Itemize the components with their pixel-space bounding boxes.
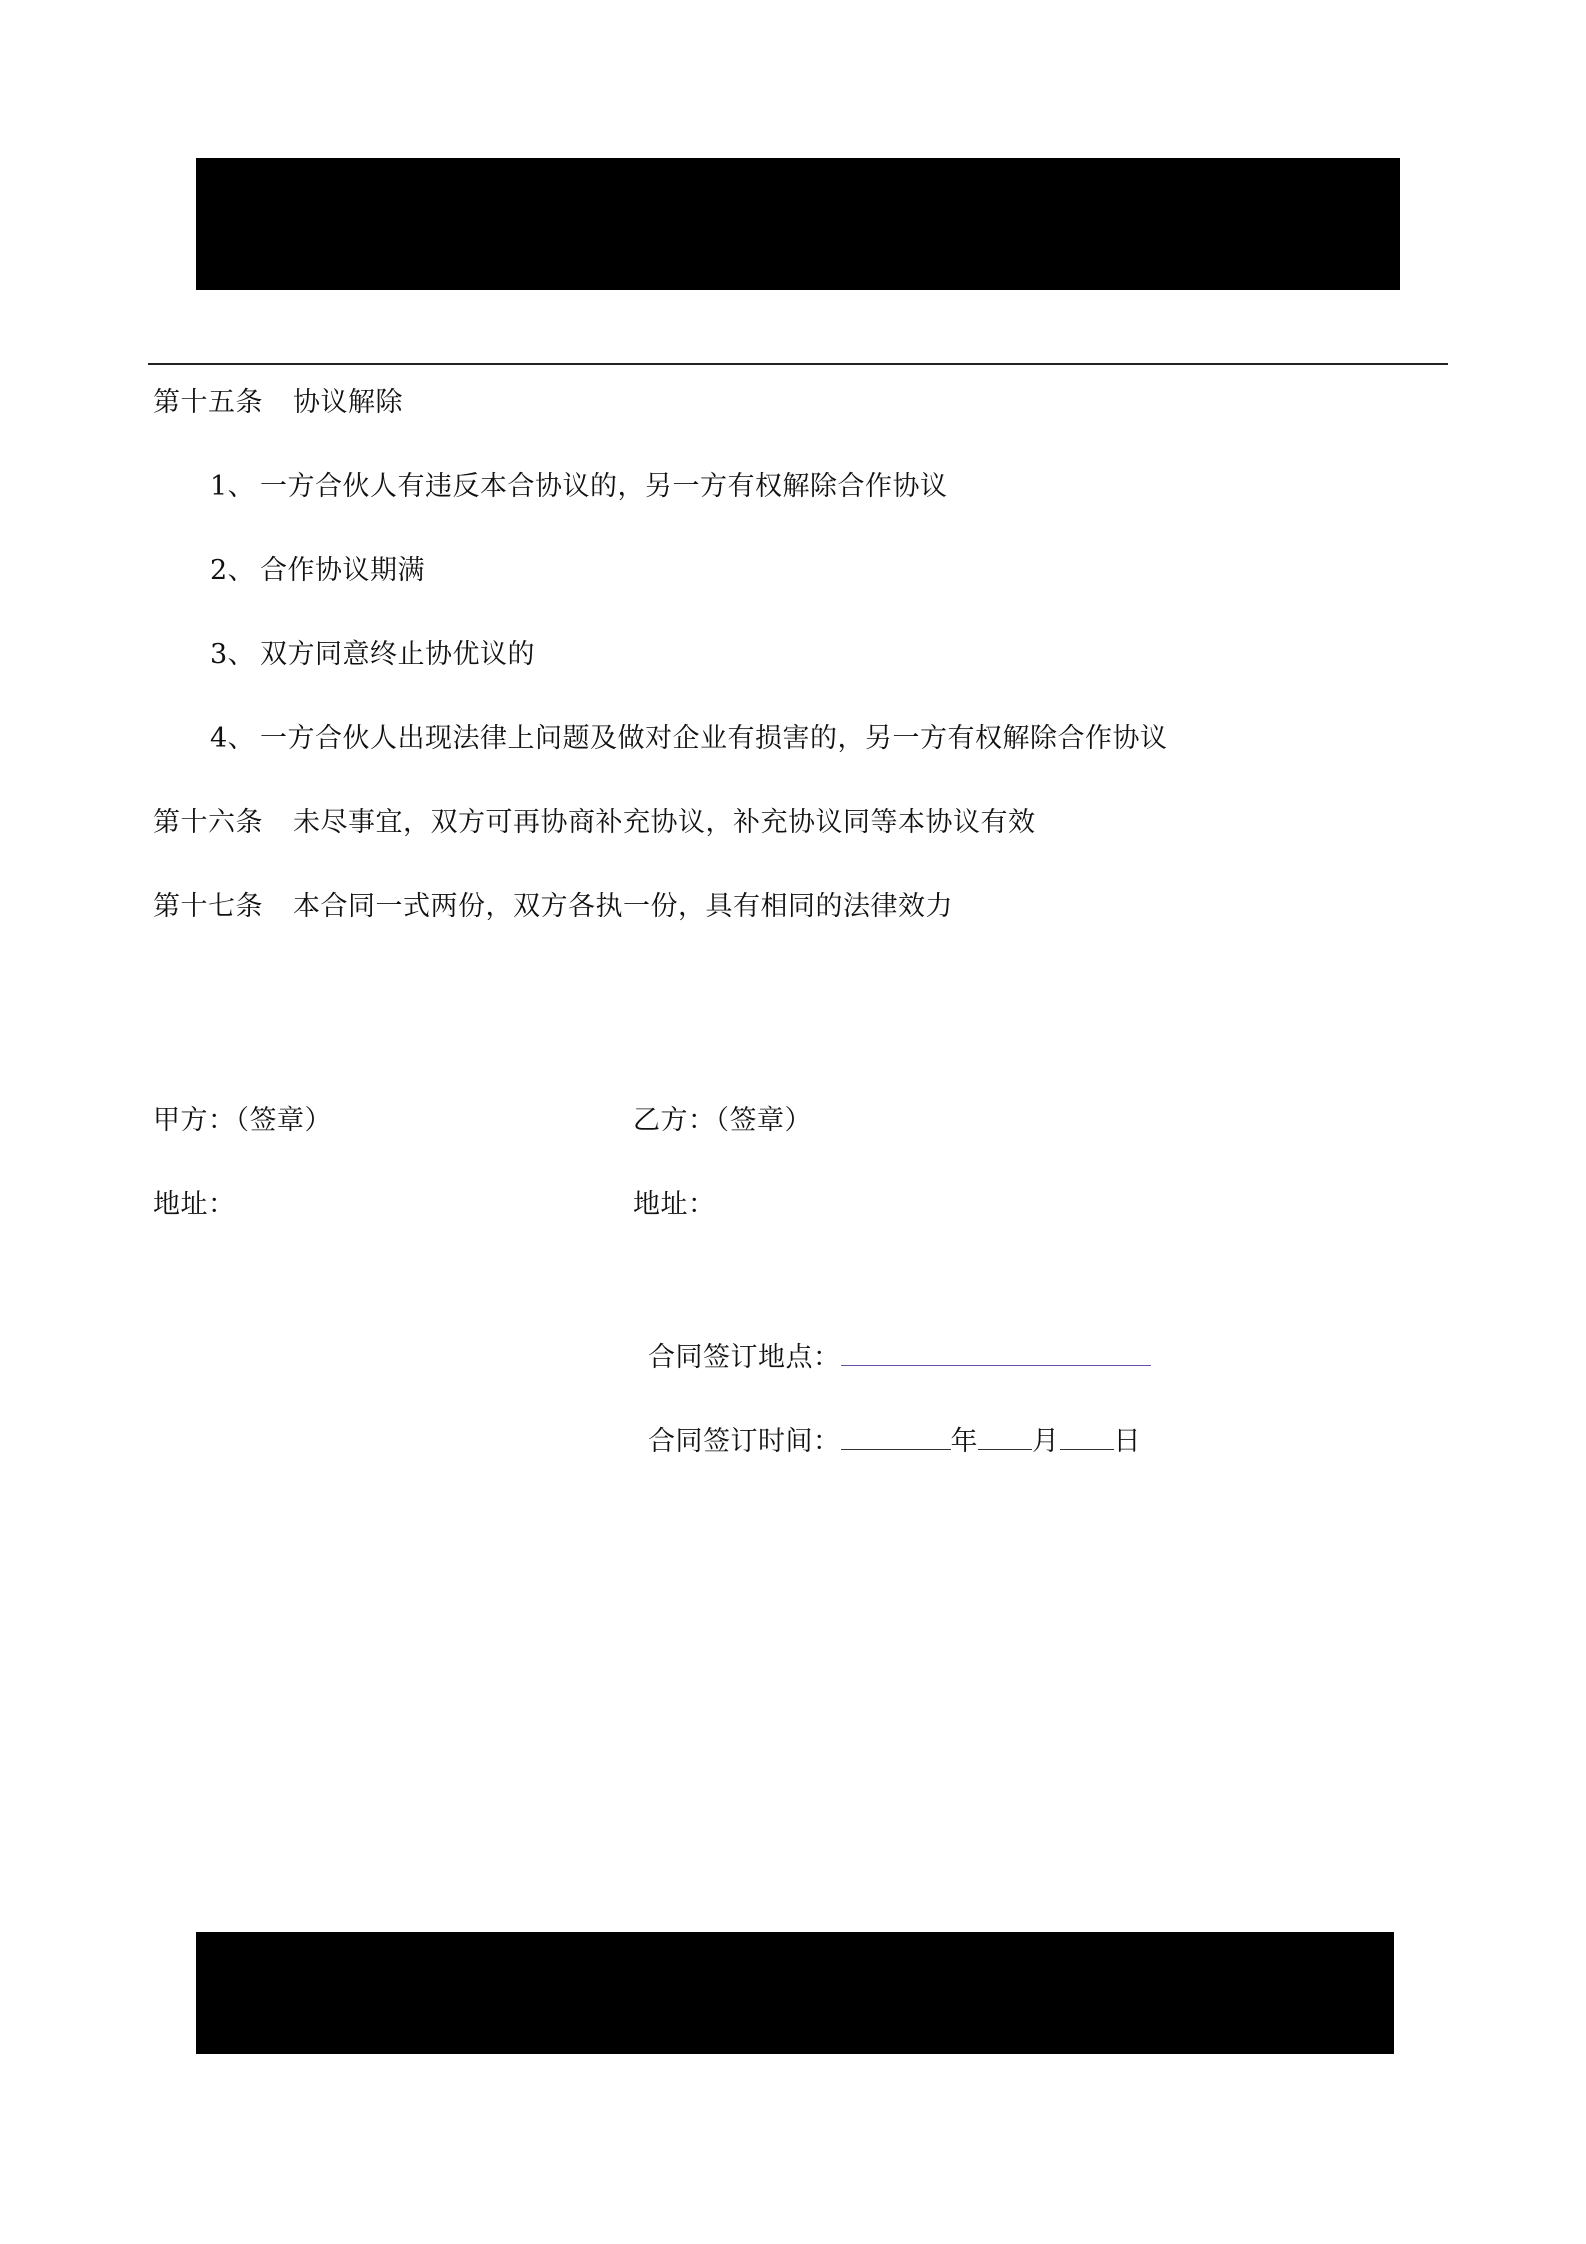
party-b-address: 地址： xyxy=(633,1189,716,1220)
item-text: 一方合伙人出现法律上问题及做对企业有损害的，另一方有权解除合作协议 xyxy=(260,723,1168,754)
article-15-item-1 xyxy=(210,469,948,505)
article-15-item-4 xyxy=(210,721,1168,757)
month-blank xyxy=(978,1421,1032,1450)
header-rule xyxy=(148,363,1448,365)
article-16-text: 未尽事宜，双方可再协商补充协议，补充协议同等本协议有效 xyxy=(293,807,1036,838)
year-blank xyxy=(841,1421,951,1450)
signing-place-label: 合同签订地点： xyxy=(648,1342,841,1373)
article-15-item-2 xyxy=(210,553,425,589)
article-17-text: 本合同一式两份，双方各执一份，具有相同的法律效力 xyxy=(293,891,953,922)
month-label: 月 xyxy=(1032,1426,1060,1457)
article-15-title: 协议解除 xyxy=(293,387,403,418)
item-text: 合作协议期满 xyxy=(260,555,425,586)
day-label: 日 xyxy=(1113,1426,1141,1457)
article-16 xyxy=(153,805,1036,841)
signing-place-blank xyxy=(841,1337,1151,1366)
year-label: 年 xyxy=(950,1426,978,1457)
day-blank xyxy=(1060,1421,1114,1450)
party-a-signature: 甲方：（签章） xyxy=(153,1105,332,1136)
article-15-item-3 xyxy=(210,637,535,673)
signing-time xyxy=(648,1421,1141,1460)
party-a-address: 地址： xyxy=(153,1189,236,1220)
redaction-block-bottom xyxy=(196,1932,1394,2054)
signing-time-label: 合同签订时间： xyxy=(648,1426,841,1457)
item-number: 2、 xyxy=(210,555,256,586)
redaction-block-top xyxy=(196,158,1400,290)
article-17-label: 第十七条 xyxy=(153,891,263,922)
item-text: 一方合伙人有违反本合协议的，另一方有权解除合作协议 xyxy=(260,471,948,502)
item-text: 双方同意终止协优议的 xyxy=(260,639,535,670)
article-16-label: 第十六条 xyxy=(153,807,263,838)
item-number: 4、 xyxy=(210,723,256,754)
article-15-heading xyxy=(153,385,403,421)
signing-place xyxy=(648,1337,1151,1376)
party-b-signature: 乙方：（签章） xyxy=(633,1105,812,1136)
article-15-label: 第十五条 xyxy=(153,387,263,418)
article-17 xyxy=(153,889,953,925)
item-number: 1、 xyxy=(210,471,256,502)
item-number: 3、 xyxy=(210,639,256,670)
